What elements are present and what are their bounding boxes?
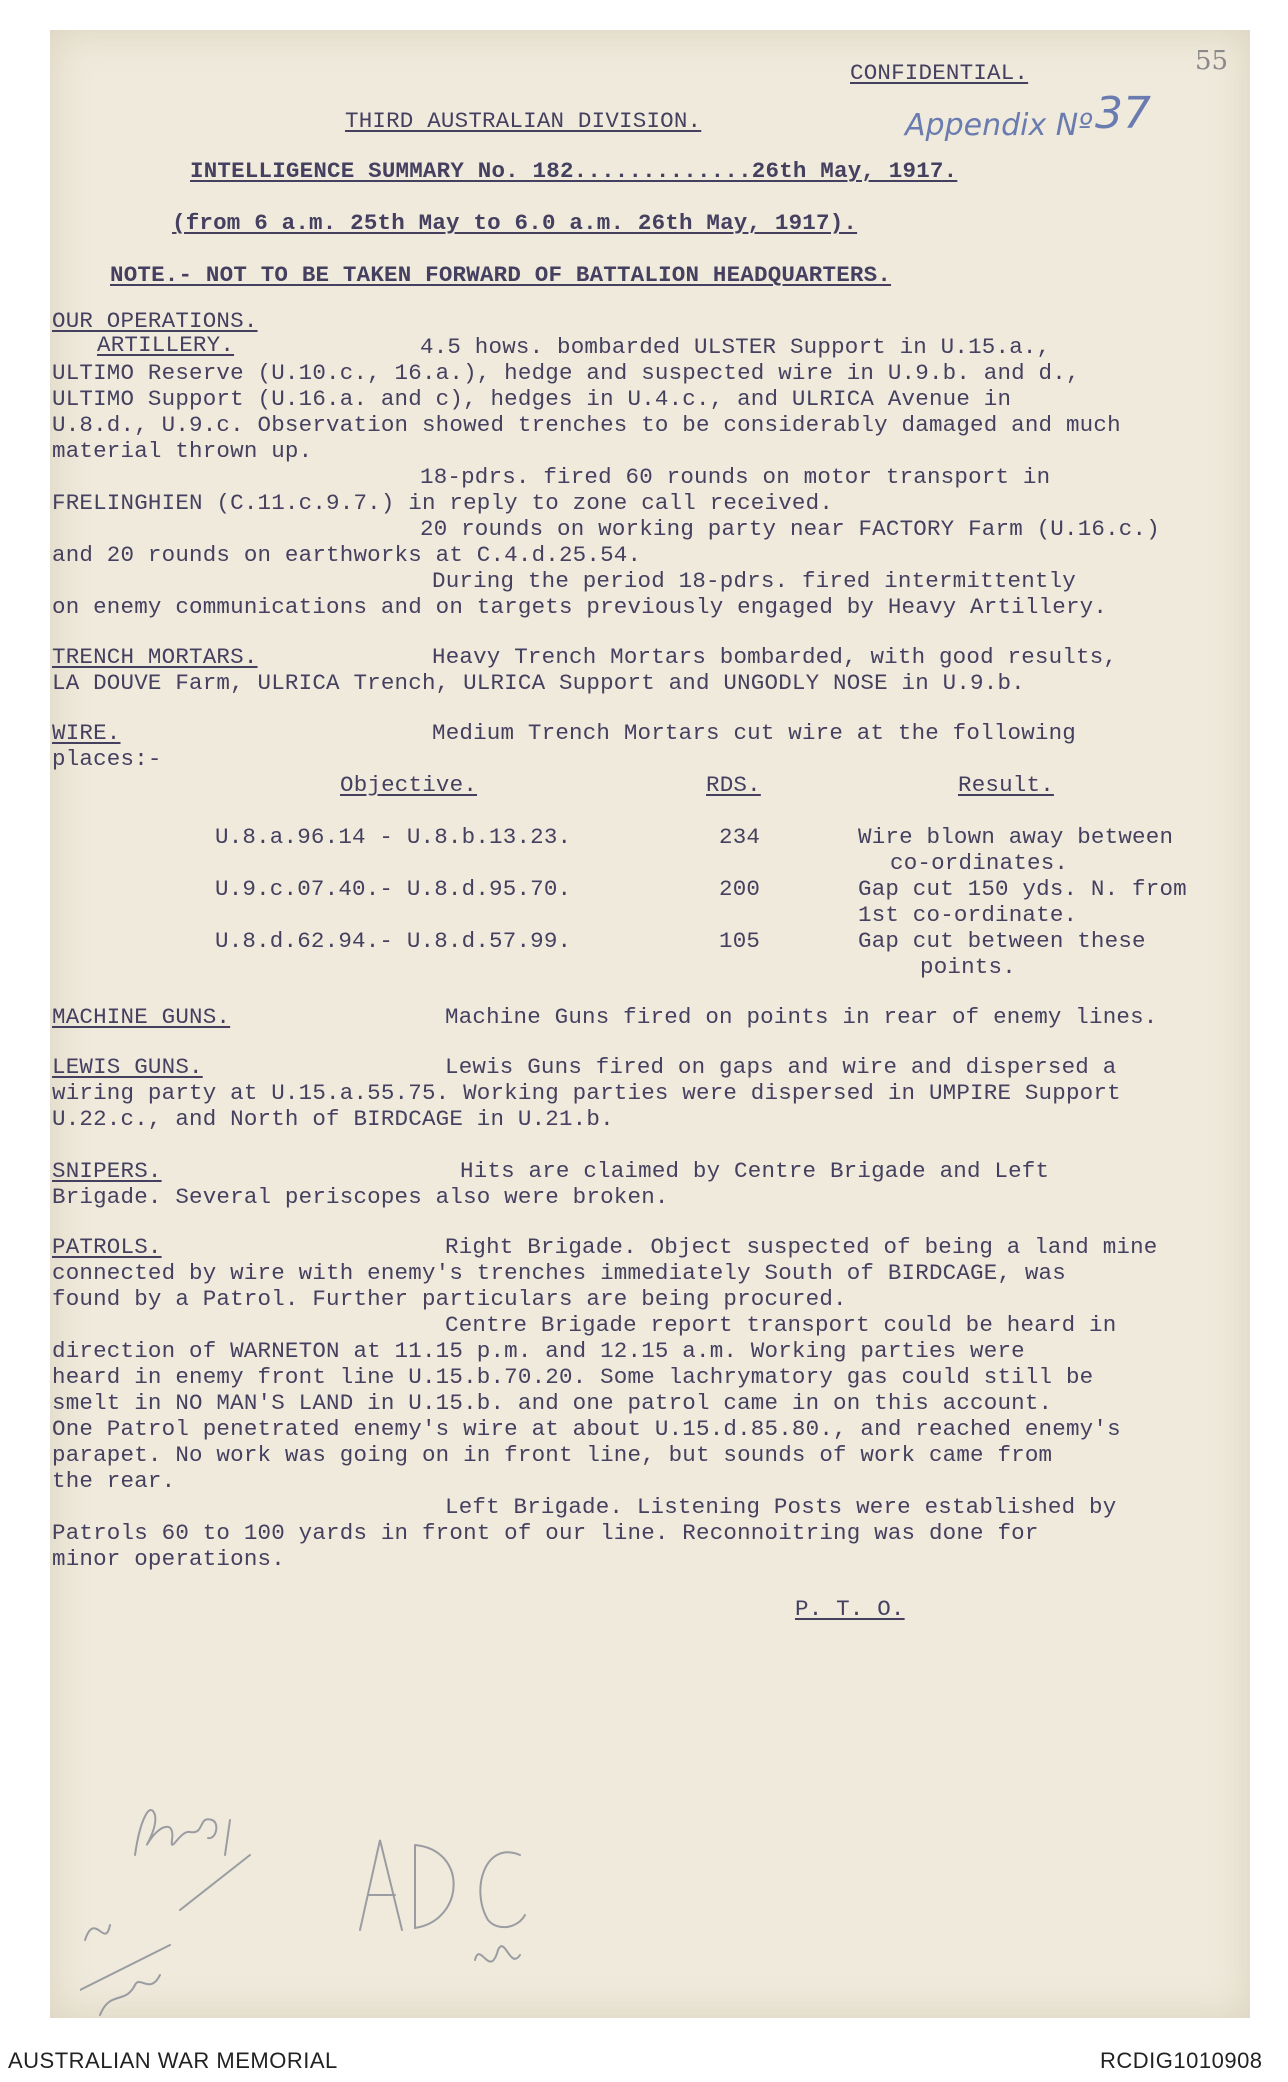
distribution-note: NOTE.- NOT TO BE TAKEN FORWARD OF BATTALION HEADQUARTERS. — [110, 262, 892, 288]
patrols-line: Patrols 60 to 100 yards in front of our line. Reconnoitring was done for — [52, 1520, 1039, 1546]
wire-row-result: co-ordinates. — [890, 850, 1069, 876]
wire-row-rds: 200 — [719, 876, 761, 902]
page-number: 55 — [1195, 46, 1229, 76]
artillery-line: 20 rounds on working party near FACTORY Farm (U.16.c.) — [420, 516, 1160, 542]
lewis-guns-line: wiring party at U.15.a.55.75. Working parties were dispersed in UMPIRE Support — [52, 1080, 1121, 1106]
summary-period: (from 6 a.m. 25th May to 6.0 a.m. 26th May, 1917). — [172, 210, 858, 236]
wire-row-result: points. — [920, 954, 1016, 980]
trench-mortars-line: LA DOUVE Farm, ULRICA Trench, ULRICA Support and UNGODLY NOSE in U.9.b. — [52, 670, 1025, 696]
artillery-line: 4.5 hows. bombarded ULSTER Support in U.15.a., — [420, 334, 1051, 360]
artillery-line: on enemy communications and on targets previously engaged by Heavy Artillery. — [52, 594, 1108, 620]
patrols-line: Centre Brigade report transport could be heard in — [445, 1312, 1117, 1338]
wire-row-result: Gap cut between these — [858, 928, 1146, 954]
footer-archive: AUSTRALIAN WAR MEMORIAL — [8, 2048, 338, 2073]
summary-title: INTELLIGENCE SUMMARY No. 182.............26th May, 1917. — [190, 158, 958, 184]
appendix-label: Appendix Nº — [905, 108, 1093, 143]
lewis-guns-line: U.22.c., and North of BIRDCAGE in U.21.b. — [52, 1106, 614, 1132]
wire-line: places:- — [52, 746, 162, 772]
artillery-line: U.8.d., U.9.c. Observation showed trenches to be considerably damaged and much — [52, 412, 1121, 438]
patrols-line: Left Brigade. Listening Posts were established by — [445, 1494, 1117, 1520]
classification-stamp: CONFIDENTIAL. — [850, 60, 1029, 86]
patrols-line: minor operations. — [52, 1546, 285, 1572]
patrols-line: Right Brigade. Object suspected of being a land mine — [445, 1234, 1158, 1260]
column-header-result: Result. — [958, 772, 1054, 798]
wire-row-result: Wire blown away between — [858, 824, 1174, 850]
wire-row-objective: U.9.c.07.40.- U.8.d.95.70. — [215, 876, 572, 902]
artillery-line: and 20 rounds on earthworks at C.4.d.25.54. — [52, 542, 642, 568]
wire-line: Medium Trench Mortars cut wire at the following — [432, 720, 1077, 746]
wire-row-rds: 234 — [719, 824, 761, 850]
subheading-artillery: ARTILLERY. — [97, 332, 235, 358]
section-heading-lewis-guns: LEWIS GUNS. — [52, 1054, 203, 1080]
patrols-line: the rear. — [52, 1468, 176, 1494]
date-note — [100, 1980, 104, 1981]
snipers-line: Hits are claimed by Centre Brigade and Left — [460, 1158, 1050, 1184]
column-header-objective: Objective. — [340, 772, 478, 798]
patrols-line: smelt in NO MAN'S LAND in U.15.b. and one patrol came in on this account. — [52, 1390, 1053, 1416]
wire-row-objective: U.8.a.96.14 - U.8.b.13.23. — [215, 824, 572, 850]
lewis-guns-line: Lewis Guns fired on gaps and wire and dispersed a — [445, 1054, 1117, 1080]
initials-signature — [130, 1800, 132, 1801]
artillery-line: FRELINGHIEN (C.11.c.9.7.) in reply to zone call received. — [52, 490, 834, 516]
section-heading-snipers: SNIPERS. — [52, 1158, 162, 1184]
artillery-line: 18-pdrs. fired 60 rounds on motor transport in — [420, 464, 1051, 490]
wire-row-result: 1st co-ordinate. — [858, 902, 1078, 928]
pencil-annotations — [80, 1760, 580, 2020]
artillery-line: ULTIMO Support (U.16.a. and c), hedges in U.4.c., and ULRICA Avenue in — [52, 386, 1012, 412]
artillery-line: material thrown up. — [52, 438, 313, 464]
appendix-number: 37 — [1095, 88, 1151, 139]
wire-row-rds: 105 — [719, 928, 761, 954]
artillery-line: During the period 18-pdrs. fired intermittently — [432, 568, 1077, 594]
patrols-line: found by a Patrol. Further particulars are being procured. — [52, 1286, 847, 1312]
initials-adc — [350, 1845, 352, 1846]
artillery-line: ULTIMO Reserve (U.10.c., 16.a.), hedge and suspected wire in U.9.b. and d., — [52, 360, 1080, 386]
snipers-line: Brigade. Several periscopes also were broken. — [52, 1184, 669, 1210]
footer-reference: RCDIG1010908 — [1100, 2048, 1263, 2073]
wire-row-result: Gap cut 150 yds. N. from — [858, 876, 1187, 902]
column-header-rds: RDS. — [706, 772, 761, 798]
wire-row-objective: U.8.d.62.94.- U.8.d.57.99. — [215, 928, 572, 954]
section-heading-patrols: PATROLS. — [52, 1234, 162, 1260]
patrols-line: One Patrol penetrated enemy's wire at about U.15.d.85.80., and reached enemy's — [52, 1416, 1121, 1442]
division-title: THIRD AUSTRALIAN DIVISION. — [345, 108, 702, 134]
patrols-line: heard in enemy front line U.15.b.70.20. Some lachrymatory gas could still be — [52, 1364, 1094, 1390]
page-turn-note: P. T. O. — [795, 1596, 905, 1622]
section-heading-trench-mortars: TRENCH MORTARS. — [52, 644, 258, 670]
patrols-line: parapet. No work was going on in front line, but sounds of work came from — [52, 1442, 1053, 1468]
machine-guns-line: Machine Guns fired on points in rear of enemy lines. — [445, 1004, 1158, 1030]
patrols-line: connected by wire with enemy's trenches immediately South of BIRDCAGE, was — [52, 1260, 1066, 1286]
section-heading-our-operations: OUR OPERATIONS. — [52, 308, 258, 334]
patrols-line: direction of WARNETON at 11.15 p.m. and 12.15 a.m. Working parties were — [52, 1338, 1025, 1364]
trench-mortars-line: Heavy Trench Mortars bombarded, with good results, — [432, 644, 1118, 670]
section-heading-wire: WIRE. — [52, 720, 121, 746]
section-heading-machine-guns: MACHINE GUNS. — [52, 1004, 231, 1030]
